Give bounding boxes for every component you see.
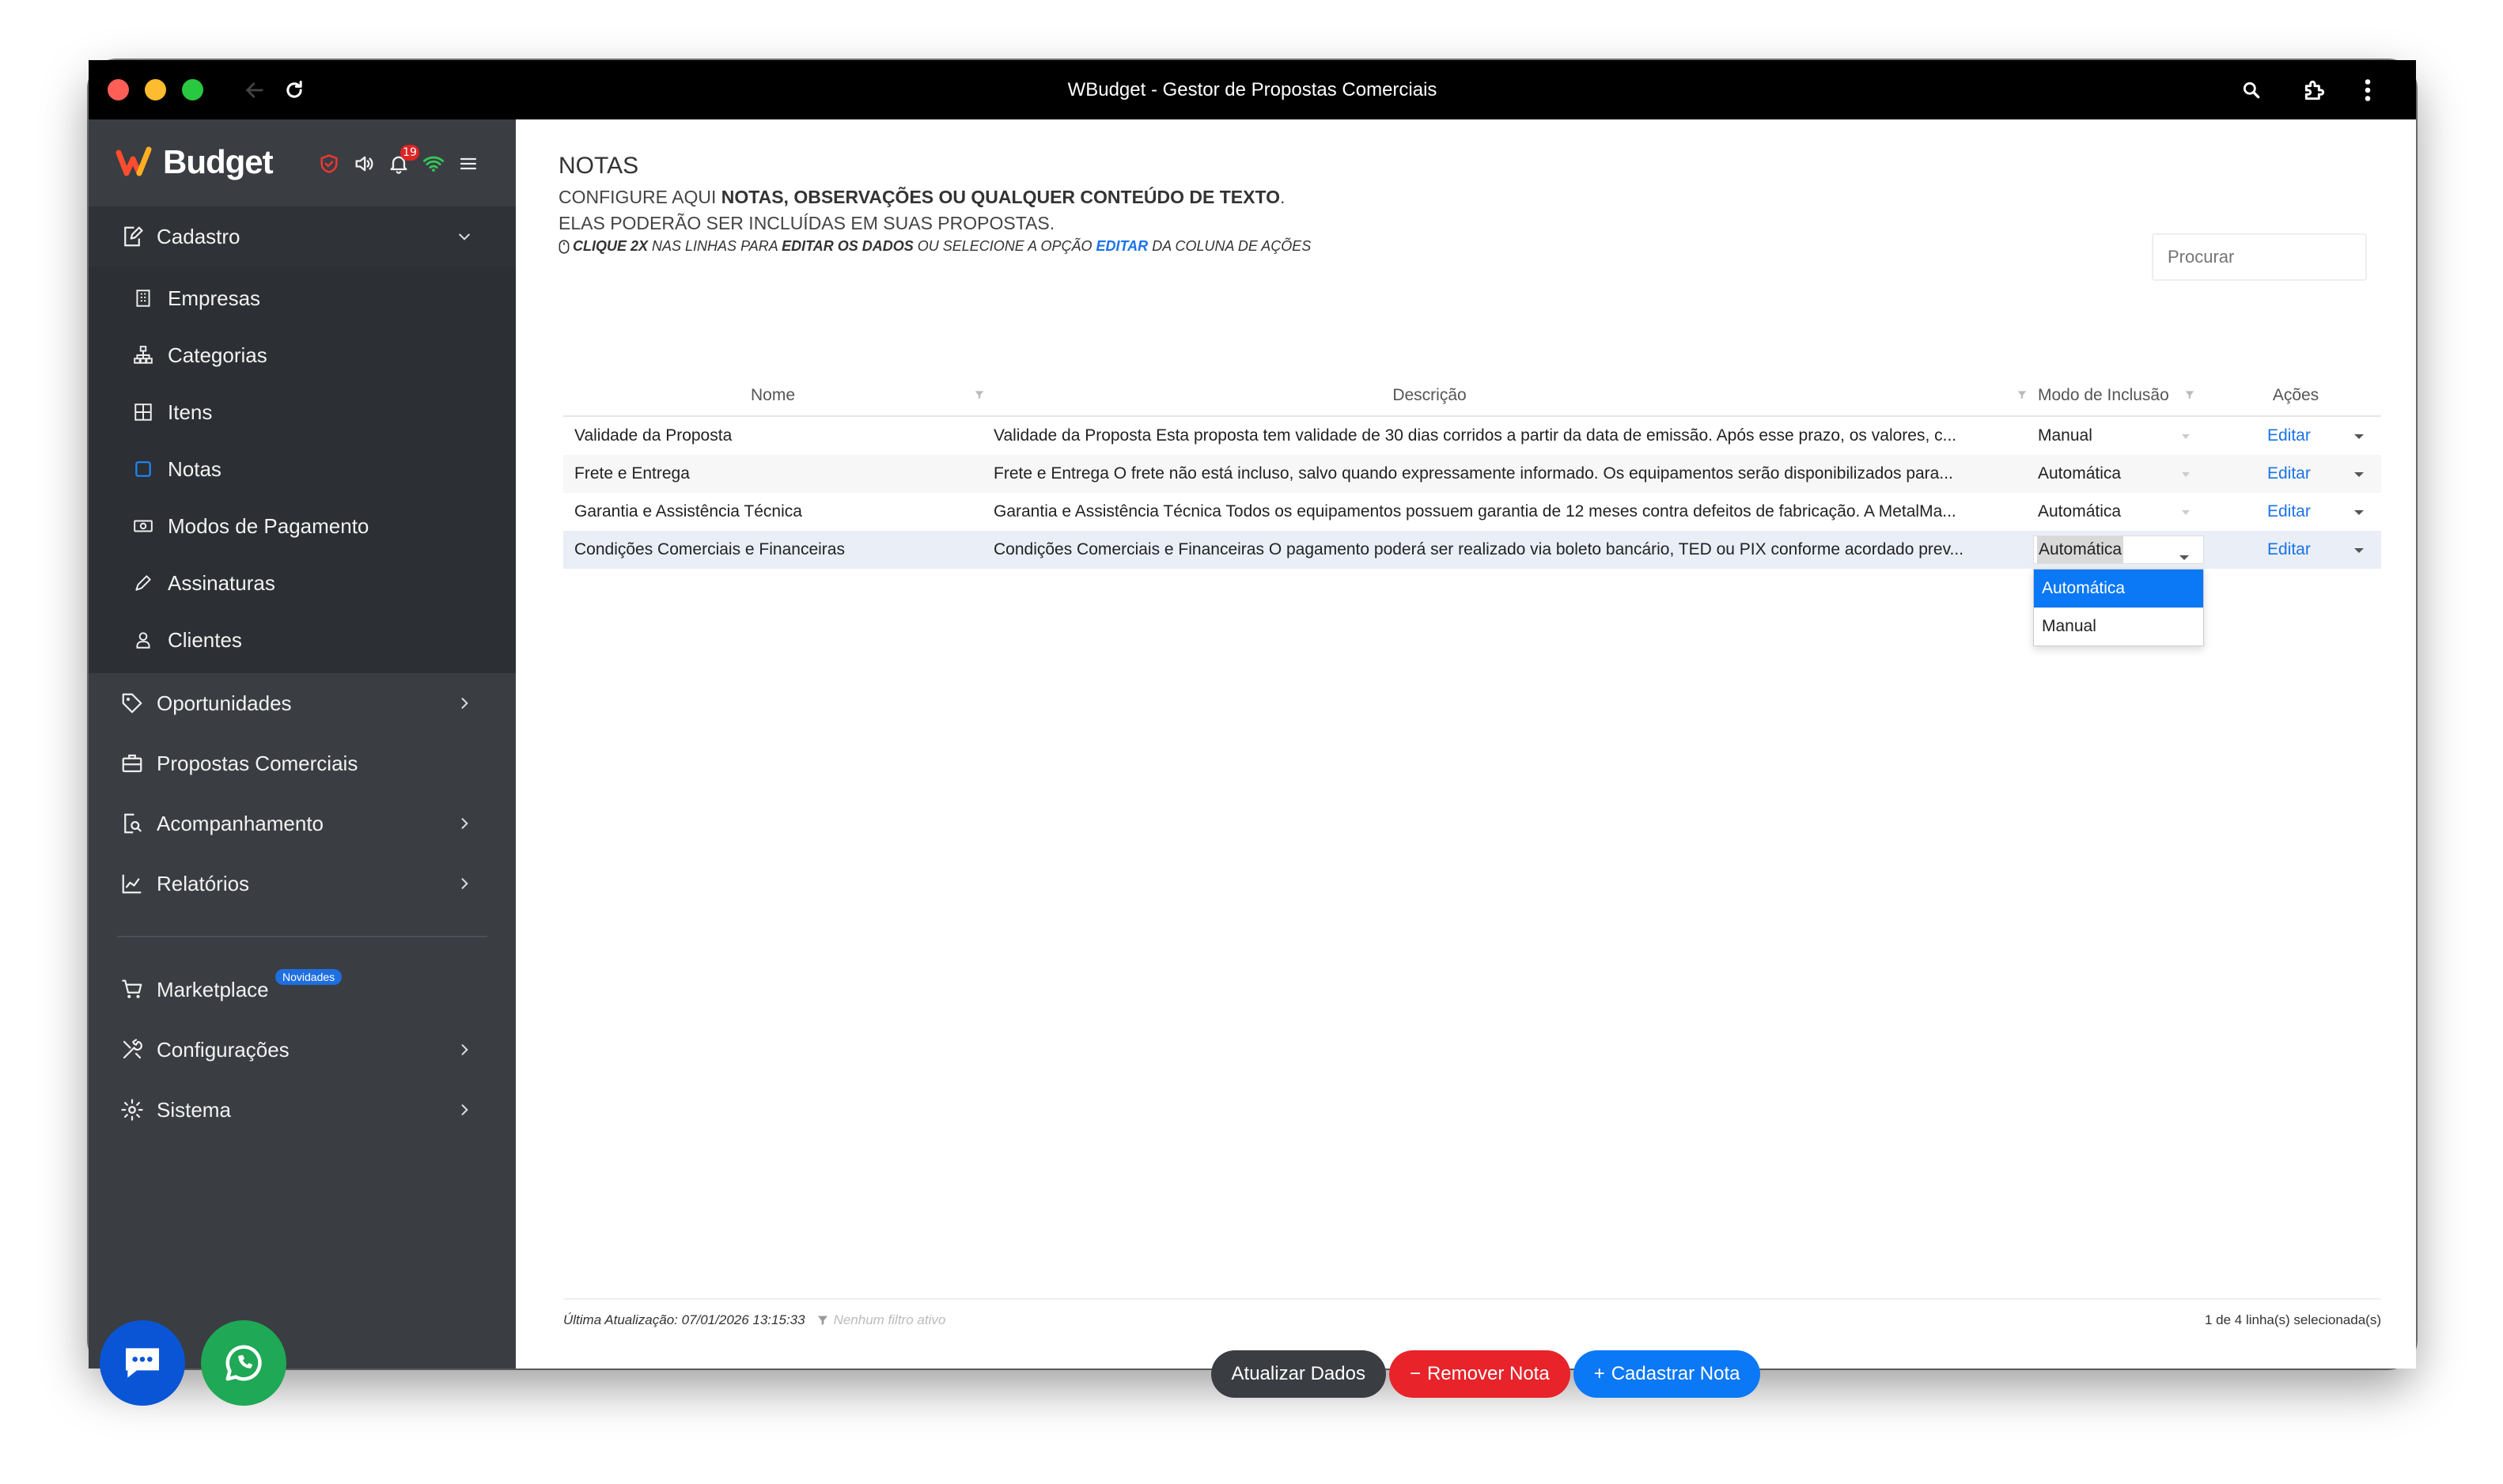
table-row[interactable] (563, 417, 2381, 455)
grid-header (563, 374, 2381, 417)
modo-select-editor[interactable] (2033, 536, 2204, 564)
filter-icon (816, 1314, 829, 1327)
cell-nome: Condições Comerciais e Financeiras (574, 540, 845, 558)
mouse-icon (559, 240, 570, 254)
remove-note-button[interactable] (1389, 1350, 1570, 1398)
app-window (89, 60, 2416, 1384)
cell-descricao: Validade da Proposta Esta proposta tem validade de 30 dias corridos a partir da data de emissão. Após esse prazo, os valores, c... (994, 426, 1957, 445)
more-menu-icon[interactable] (2356, 60, 2380, 119)
caret-down-icon (2178, 547, 2191, 566)
title-bar (89, 60, 2416, 119)
brand-name: Budget (163, 143, 273, 180)
footer-divider (563, 1298, 2381, 1300)
hint-bold2: EDITAR OS DADOS (782, 238, 914, 254)
chevron-right-icon (453, 812, 476, 835)
sidebar-item-empresas[interactable] (89, 270, 516, 327)
remove-label: Remover Nota (1426, 1363, 1550, 1384)
main-content (516, 119, 2416, 1384)
cell-nome: Validade da Proposta (574, 426, 733, 445)
sidebar (89, 119, 516, 1369)
whatsapp-icon (222, 1342, 265, 1384)
sidebar-item-label: Clientes (168, 627, 242, 652)
modo-select-value: Automática (2037, 536, 2123, 563)
tools-icon (119, 1036, 146, 1063)
cell-nome: Garantia e Assistência Técnica (574, 502, 802, 521)
row-menu-caret-icon[interactable] (2353, 455, 2372, 493)
chevron-right-icon (453, 872, 476, 895)
sidebar-nav (89, 206, 516, 1140)
sidebar-item-cadastro[interactable] (89, 206, 516, 267)
edit-link[interactable]: Editar (2267, 464, 2311, 483)
hint-editar-link: EDITAR (1096, 238, 1149, 254)
briefcase-icon (119, 750, 146, 777)
sidebar-item-itens[interactable] (89, 384, 516, 441)
caret-down-icon (2180, 493, 2196, 531)
dropdown-option-manual[interactable]: Manual (2042, 617, 2096, 635)
sidebar-item-label: Sistema (157, 1097, 231, 1122)
desc-suffix: . (1280, 187, 1286, 207)
add-label: Cadastrar Nota (1611, 1363, 1740, 1384)
desc-prefix: CONFIGURE AQUI (559, 187, 721, 207)
hierarchy-icon (131, 343, 155, 367)
cash-icon (131, 514, 155, 538)
window-title: WBudget - Gestor de Propostas Comerciais (1067, 79, 1437, 100)
caret-down-icon (2180, 455, 2196, 493)
sidebar-item-label: Modos de Pagamento (168, 513, 369, 538)
status-left (563, 1312, 945, 1328)
cell-descricao: Condições Comerciais e Financeiras O pagamento poderá ser realizado via boleto bancário, TED ou PIX conforme acordado prev... (994, 540, 1964, 558)
edit-link[interactable]: Editar (2267, 426, 2311, 445)
hint-bold1: CLIQUE 2X (573, 238, 649, 254)
sidebar-item-assinaturas[interactable] (89, 555, 516, 611)
dropdown-option-automatica[interactable]: Automática (2034, 570, 2203, 608)
sidebar-item-notas[interactable] (89, 441, 516, 498)
hint-text3: DA COLUNA DE AÇÕES (1148, 238, 1312, 254)
table-row-selected[interactable] (563, 531, 2381, 635)
table-row[interactable] (563, 455, 2381, 493)
filter-status (816, 1312, 946, 1328)
selection-count: 1 de 4 linha(s) selecionada(s) (2204, 1312, 2381, 1327)
bell-icon[interactable] (381, 146, 416, 181)
modo-dropdown-list (2033, 569, 2204, 646)
plus-icon: + (1593, 1363, 1605, 1384)
column-header-descricao[interactable]: Descrição (1392, 386, 1467, 404)
speaker-icon[interactable] (346, 146, 381, 181)
refresh-button[interactable] (1211, 1350, 1386, 1398)
refresh-label: Atualizar Dados (1231, 1363, 1365, 1384)
filter-icon[interactable] (971, 387, 987, 403)
cadastro-submenu (89, 267, 516, 673)
whatsapp-button[interactable] (201, 1320, 286, 1406)
note-icon (131, 457, 155, 481)
sidebar-divider (117, 936, 487, 937)
desc-line2: ELAS PODERÃO SER INCLUÍDAS EM SUAS PROPOSTAS. (559, 213, 1055, 233)
filter-icon[interactable] (2182, 387, 2198, 403)
page-description (559, 184, 1285, 237)
sidebar-item-marketplace[interactable] (89, 960, 516, 1020)
edit-link[interactable]: Editar (2267, 540, 2311, 558)
sidebar-toolbar (312, 146, 486, 181)
building-icon (131, 286, 155, 310)
last-update-text: Última Atualização: 07/01/2026 13:15:33 (563, 1312, 805, 1327)
page-title: NOTAS (559, 153, 639, 179)
sidebar-item-modos-pagamento[interactable] (89, 498, 516, 555)
chevron-right-icon (453, 691, 476, 715)
chat-icon (120, 1342, 165, 1384)
sidebar-item-propostas[interactable] (89, 733, 516, 793)
shield-icon[interactable] (312, 146, 346, 181)
hint-text2: OU SELECIONE A OPÇÃO (913, 238, 1096, 254)
sidebar-item-label: Itens (168, 399, 213, 424)
minus-icon: − (1409, 1363, 1421, 1384)
chat-button[interactable] (100, 1320, 185, 1406)
row-menu-caret-icon[interactable] (2353, 417, 2372, 455)
notes-grid (563, 374, 2381, 635)
add-note-button[interactable] (1573, 1350, 1761, 1398)
search-input[interactable] (2152, 233, 2367, 281)
tag-icon (119, 690, 146, 717)
hint-text1: NAS LINHAS PARA (648, 238, 782, 254)
cell-nome: Frete e Entrega (574, 464, 690, 483)
table-row[interactable] (563, 493, 2381, 531)
novidades-badge: Novidades (275, 969, 342, 985)
extensions-icon[interactable] (2297, 60, 2332, 119)
cell-modo[interactable]: Automática (2038, 502, 2122, 521)
sidebar-item-label: Cadastro (157, 224, 240, 248)
chevron-down-icon (453, 225, 476, 248)
chevron-right-icon (453, 1098, 476, 1122)
page-hint (559, 238, 1311, 255)
cell-descricao: Frete e Entrega O frete não está incluso, salvo quando expressamente informado. Os equipamentos serão disponibilizados para... (994, 464, 1953, 483)
sidebar-item-sistema[interactable] (89, 1080, 516, 1140)
document-search-icon (119, 810, 146, 837)
cell-modo[interactable]: Manual (2038, 426, 2092, 445)
sidebar-item-label: Oportunidades (157, 691, 292, 715)
caret-down-icon (2180, 417, 2196, 455)
cell-modo[interactable]: Automática (2038, 464, 2122, 483)
notification-badge: 19 (400, 145, 419, 161)
sidebar-item-label: Propostas Comerciais (157, 751, 358, 775)
wbudget-logo-icon (117, 146, 160, 178)
grid-icon (131, 400, 155, 424)
chevron-right-icon (453, 1038, 476, 1062)
action-buttons (516, 1350, 2416, 1398)
sidebar-item-label: Categorias (168, 343, 267, 367)
edit-document-icon (119, 223, 146, 250)
sidebar-item-label: Marketplace (157, 977, 269, 1001)
sidebar-item-label: Notas (168, 456, 222, 481)
column-header-acoes: Ações (2272, 386, 2319, 404)
sidebar-item-oportunidades[interactable] (89, 673, 516, 733)
edit-link[interactable]: Editar (2267, 502, 2311, 521)
desc-bold: NOTAS, OBSERVAÇÕES OU QUALQUER CONTEÚDO DE TEXTO (721, 187, 1281, 207)
column-header-modo[interactable]: Modo de Inclusão (2038, 386, 2169, 404)
sidebar-item-configuracoes[interactable] (89, 1020, 516, 1080)
hamburger-menu-icon[interactable] (451, 146, 486, 181)
brand-logo[interactable] (117, 143, 273, 181)
sidebar-item-label: Relatórios (157, 871, 250, 895)
sidebar-item-clientes[interactable] (89, 611, 516, 668)
chart-icon (119, 870, 146, 897)
row-menu-caret-icon[interactable] (2353, 531, 2372, 569)
cart-icon (119, 976, 146, 1003)
sidebar-item-label: Empresas (168, 286, 261, 310)
wifi-icon[interactable] (416, 146, 451, 181)
sidebar-item-label: Assinaturas (168, 570, 275, 595)
user-icon (131, 628, 155, 652)
sidebar-item-label: Acompanhamento (157, 811, 324, 835)
pen-icon (131, 571, 155, 595)
column-header-nome[interactable]: Nome (750, 386, 796, 404)
row-menu-caret-icon[interactable] (2353, 493, 2372, 531)
filter-icon[interactable] (2014, 387, 2030, 403)
no-filter-text: Nenhum filtro ativo (833, 1312, 946, 1327)
gear-icon (119, 1096, 146, 1123)
cell-descricao: Garantia e Assistência Técnica Todos os equipamentos possuem garantia de 12 meses contra defeitos de fabricação. A MetalMa... (994, 502, 1956, 521)
sidebar-item-label: Configurações (157, 1037, 290, 1062)
sidebar-item-relatorios[interactable] (89, 854, 516, 914)
sidebar-item-categorias[interactable] (89, 327, 516, 384)
sidebar-item-acompanhamento[interactable] (89, 793, 516, 854)
zoom-icon[interactable] (2236, 60, 2267, 119)
